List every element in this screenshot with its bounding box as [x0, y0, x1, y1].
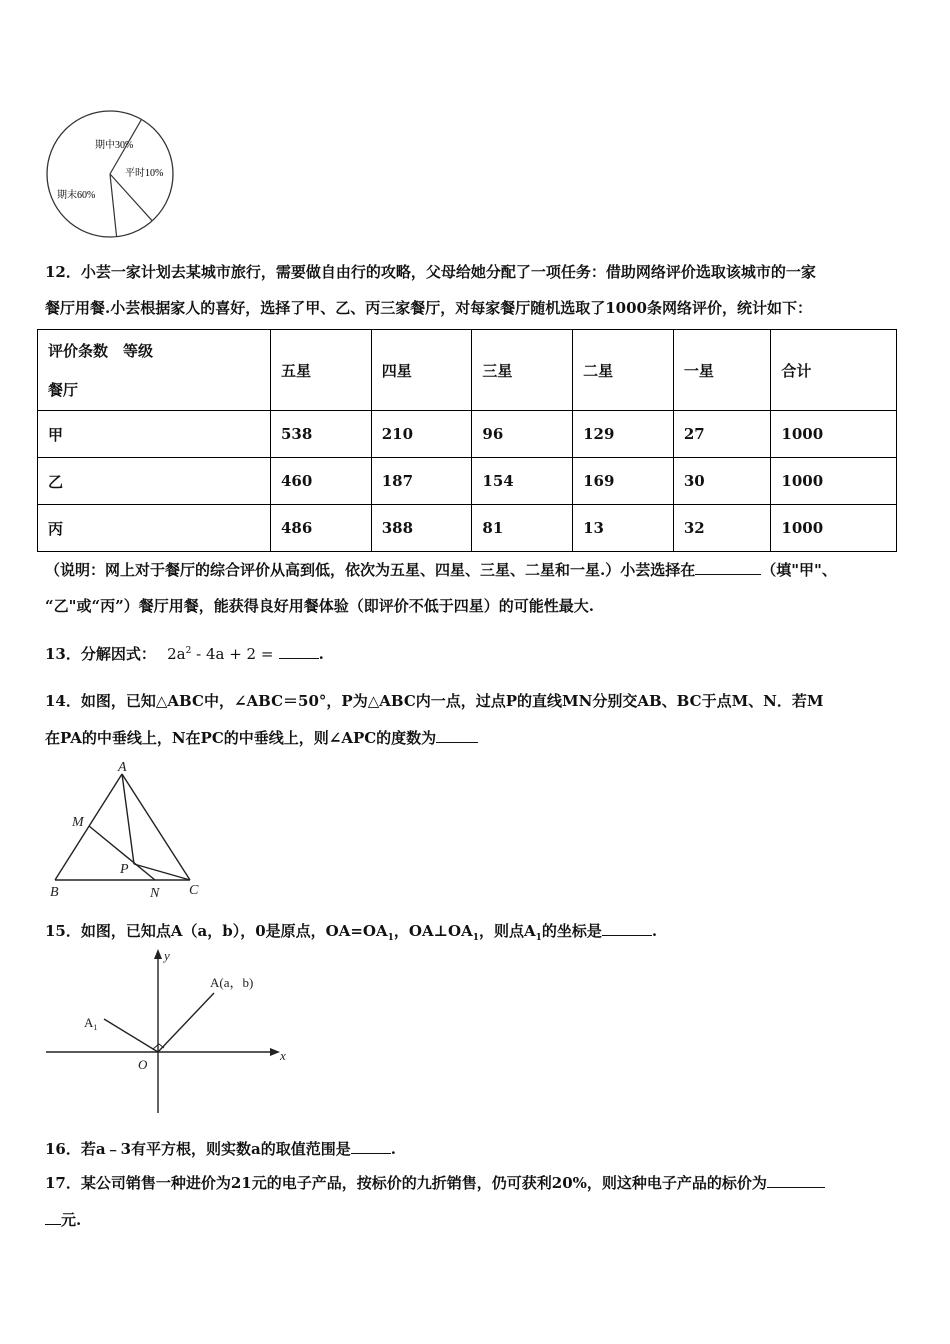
q12-line2: 餐厅用餐.小芸根据家人的喜好，选择了甲、乙、丙三家餐厅，对每家餐厅随机选取了1000条网络评价，统计如下： [45, 299, 812, 317]
col-header: 四星 [371, 330, 472, 411]
label-m: M [72, 815, 84, 830]
q15-line [45, 920, 657, 943]
table-cell: 187 [371, 458, 472, 505]
table-cell: 129 [573, 411, 674, 458]
q12-note-text-b: （填"甲"、 [761, 561, 837, 579]
q13-line [45, 643, 324, 664]
table-cell: 1000 [771, 458, 897, 505]
pie-label-final: 期末60% [57, 190, 96, 201]
q13-end: . [318, 645, 324, 663]
pie-slice-boundary-平时 [110, 174, 152, 221]
label-y: y [164, 948, 170, 963]
table-cell: 388 [371, 505, 472, 552]
label-a: A [118, 760, 127, 775]
table-corner-cell [38, 330, 271, 411]
q15-text-b: ，OA⊥OA [393, 922, 473, 940]
q17-text: 17．某公司销售一种进价为21元的电子产品，按标价的九折销售，仍可获利20%，则这种电子产品的标价为 [45, 1174, 767, 1192]
q13-prefix: 13．分解因式： [45, 645, 156, 663]
coordinate-figure [44, 945, 294, 1117]
q15-text-d: 的坐标是 [541, 922, 602, 940]
label-a1 [84, 1015, 97, 1032]
table-cell: 1000 [771, 505, 897, 552]
rating-table [37, 329, 897, 552]
edge-ac [122, 774, 190, 880]
q14-line2 [45, 727, 478, 748]
x-axis-arrow [270, 1048, 280, 1056]
q16-answer-blank[interactable] [351, 1139, 391, 1154]
table-cell: 169 [573, 458, 674, 505]
q17-line2 [45, 1209, 81, 1230]
label-p: P [120, 862, 129, 877]
corner-bottom-text: 餐厅 [48, 381, 79, 399]
q14-line1: 14．如图，已知△ABC中，∠ABC＝50°，P为△ABC内一点，过点P的直线MN分别交AB、BC于点M、N．若M [45, 692, 824, 710]
label-c: C [189, 883, 199, 898]
q17-line [45, 1172, 825, 1193]
table-cell: 210 [371, 411, 472, 458]
segment-ap [122, 774, 134, 864]
table-row [38, 411, 897, 458]
col-header: 合计 [771, 330, 897, 411]
q15-sub2: 1 [472, 933, 479, 943]
label-x: x [280, 1048, 286, 1063]
q15-period: . [651, 922, 658, 940]
q12-line1: 12．小芸一家计划去某城市旅行，需要做自由行的攻略，父母给她分配了一项任务：借助网络评价选取该城市的一家 [45, 263, 816, 281]
pie-label-daily: 平时10% [125, 168, 164, 179]
triangle-figure [42, 758, 212, 903]
table-cell: 460 [271, 458, 372, 505]
q13-expr-a: 2a [167, 645, 186, 663]
col-header: 二星 [573, 330, 674, 411]
row-name: 甲 [38, 411, 271, 458]
q15-text-a: 15．如图，已知点A（a，b），0是原点，OA=OA [45, 922, 388, 940]
label-n: N [150, 886, 160, 901]
table-row [38, 458, 897, 505]
table-cell: 486 [271, 505, 372, 552]
table-cell: 538 [271, 411, 372, 458]
label-o: O [138, 1057, 148, 1072]
q12-note-line2: “乙"或“丙”）餐厅用餐，能获得良好用餐体验（即评价不低于四星）的可能性最大. [45, 597, 594, 615]
q15-sub3: 1 [535, 933, 542, 943]
q13-expression [167, 645, 273, 663]
q12-note-text: （说明：网上对于餐厅的综合评价从高到低，依次为五星、四星、三星、二星和一星.）小芸选择在 [45, 561, 696, 579]
q15-sub1: 1 [387, 933, 394, 943]
table-cell: 27 [673, 411, 771, 458]
table-cell: 13 [573, 505, 674, 552]
q15-answer-blank[interactable] [602, 921, 652, 936]
col-header: 五星 [271, 330, 372, 411]
q13-answer-blank[interactable] [279, 644, 319, 659]
q13-expr-sup: 2 [185, 646, 192, 656]
table-row [38, 505, 897, 552]
q17-answer-blank-cont[interactable] [45, 1210, 61, 1225]
edge-ab [55, 774, 122, 880]
q17-end: 元. [61, 1211, 82, 1229]
col-header: 三星 [472, 330, 573, 411]
table-cell: 32 [673, 505, 771, 552]
q12-note-line1 [45, 559, 837, 580]
table-cell: 81 [472, 505, 573, 552]
ray-oa [158, 993, 214, 1052]
table-cell: 1000 [771, 411, 897, 458]
q14-answer-blank[interactable] [436, 728, 478, 743]
label-a1-main: A [84, 1015, 94, 1030]
ray-oa1 [104, 1019, 158, 1052]
row-name: 丙 [38, 505, 271, 552]
q16-line [45, 1138, 396, 1159]
label-a1-sub: 1 [93, 1023, 98, 1032]
col-header: 一星 [673, 330, 771, 411]
q12-answer-blank[interactable] [695, 560, 761, 575]
q17-answer-blank[interactable] [767, 1173, 825, 1188]
table-cell: 96 [472, 411, 573, 458]
pie-chart [40, 108, 180, 240]
label-b: B [50, 885, 59, 900]
q16-end: . [390, 1140, 396, 1158]
q16-text: 16．若a﹣3有平方根，则实数a的取值范围是 [45, 1140, 351, 1158]
pie-label-midterm: 期中30% [95, 140, 134, 151]
label-a-point: A(a，b) [210, 975, 254, 990]
q15-text-c: ，则点A [478, 922, 536, 940]
q13-expr-b: - 4a + 2 = [191, 645, 274, 663]
table-cell: 30 [673, 458, 771, 505]
pie-slice-boundary-期末 [110, 174, 117, 237]
table-cell: 154 [472, 458, 573, 505]
table-header-row [38, 330, 897, 411]
row-name: 乙 [38, 458, 271, 505]
corner-top-text: 评价条数 等级 [48, 342, 154, 360]
y-axis-arrow [154, 949, 162, 959]
q14-line2-text: 在PA的中垂线上，N在PC的中垂线上，则∠APC的度数为 [45, 729, 437, 747]
